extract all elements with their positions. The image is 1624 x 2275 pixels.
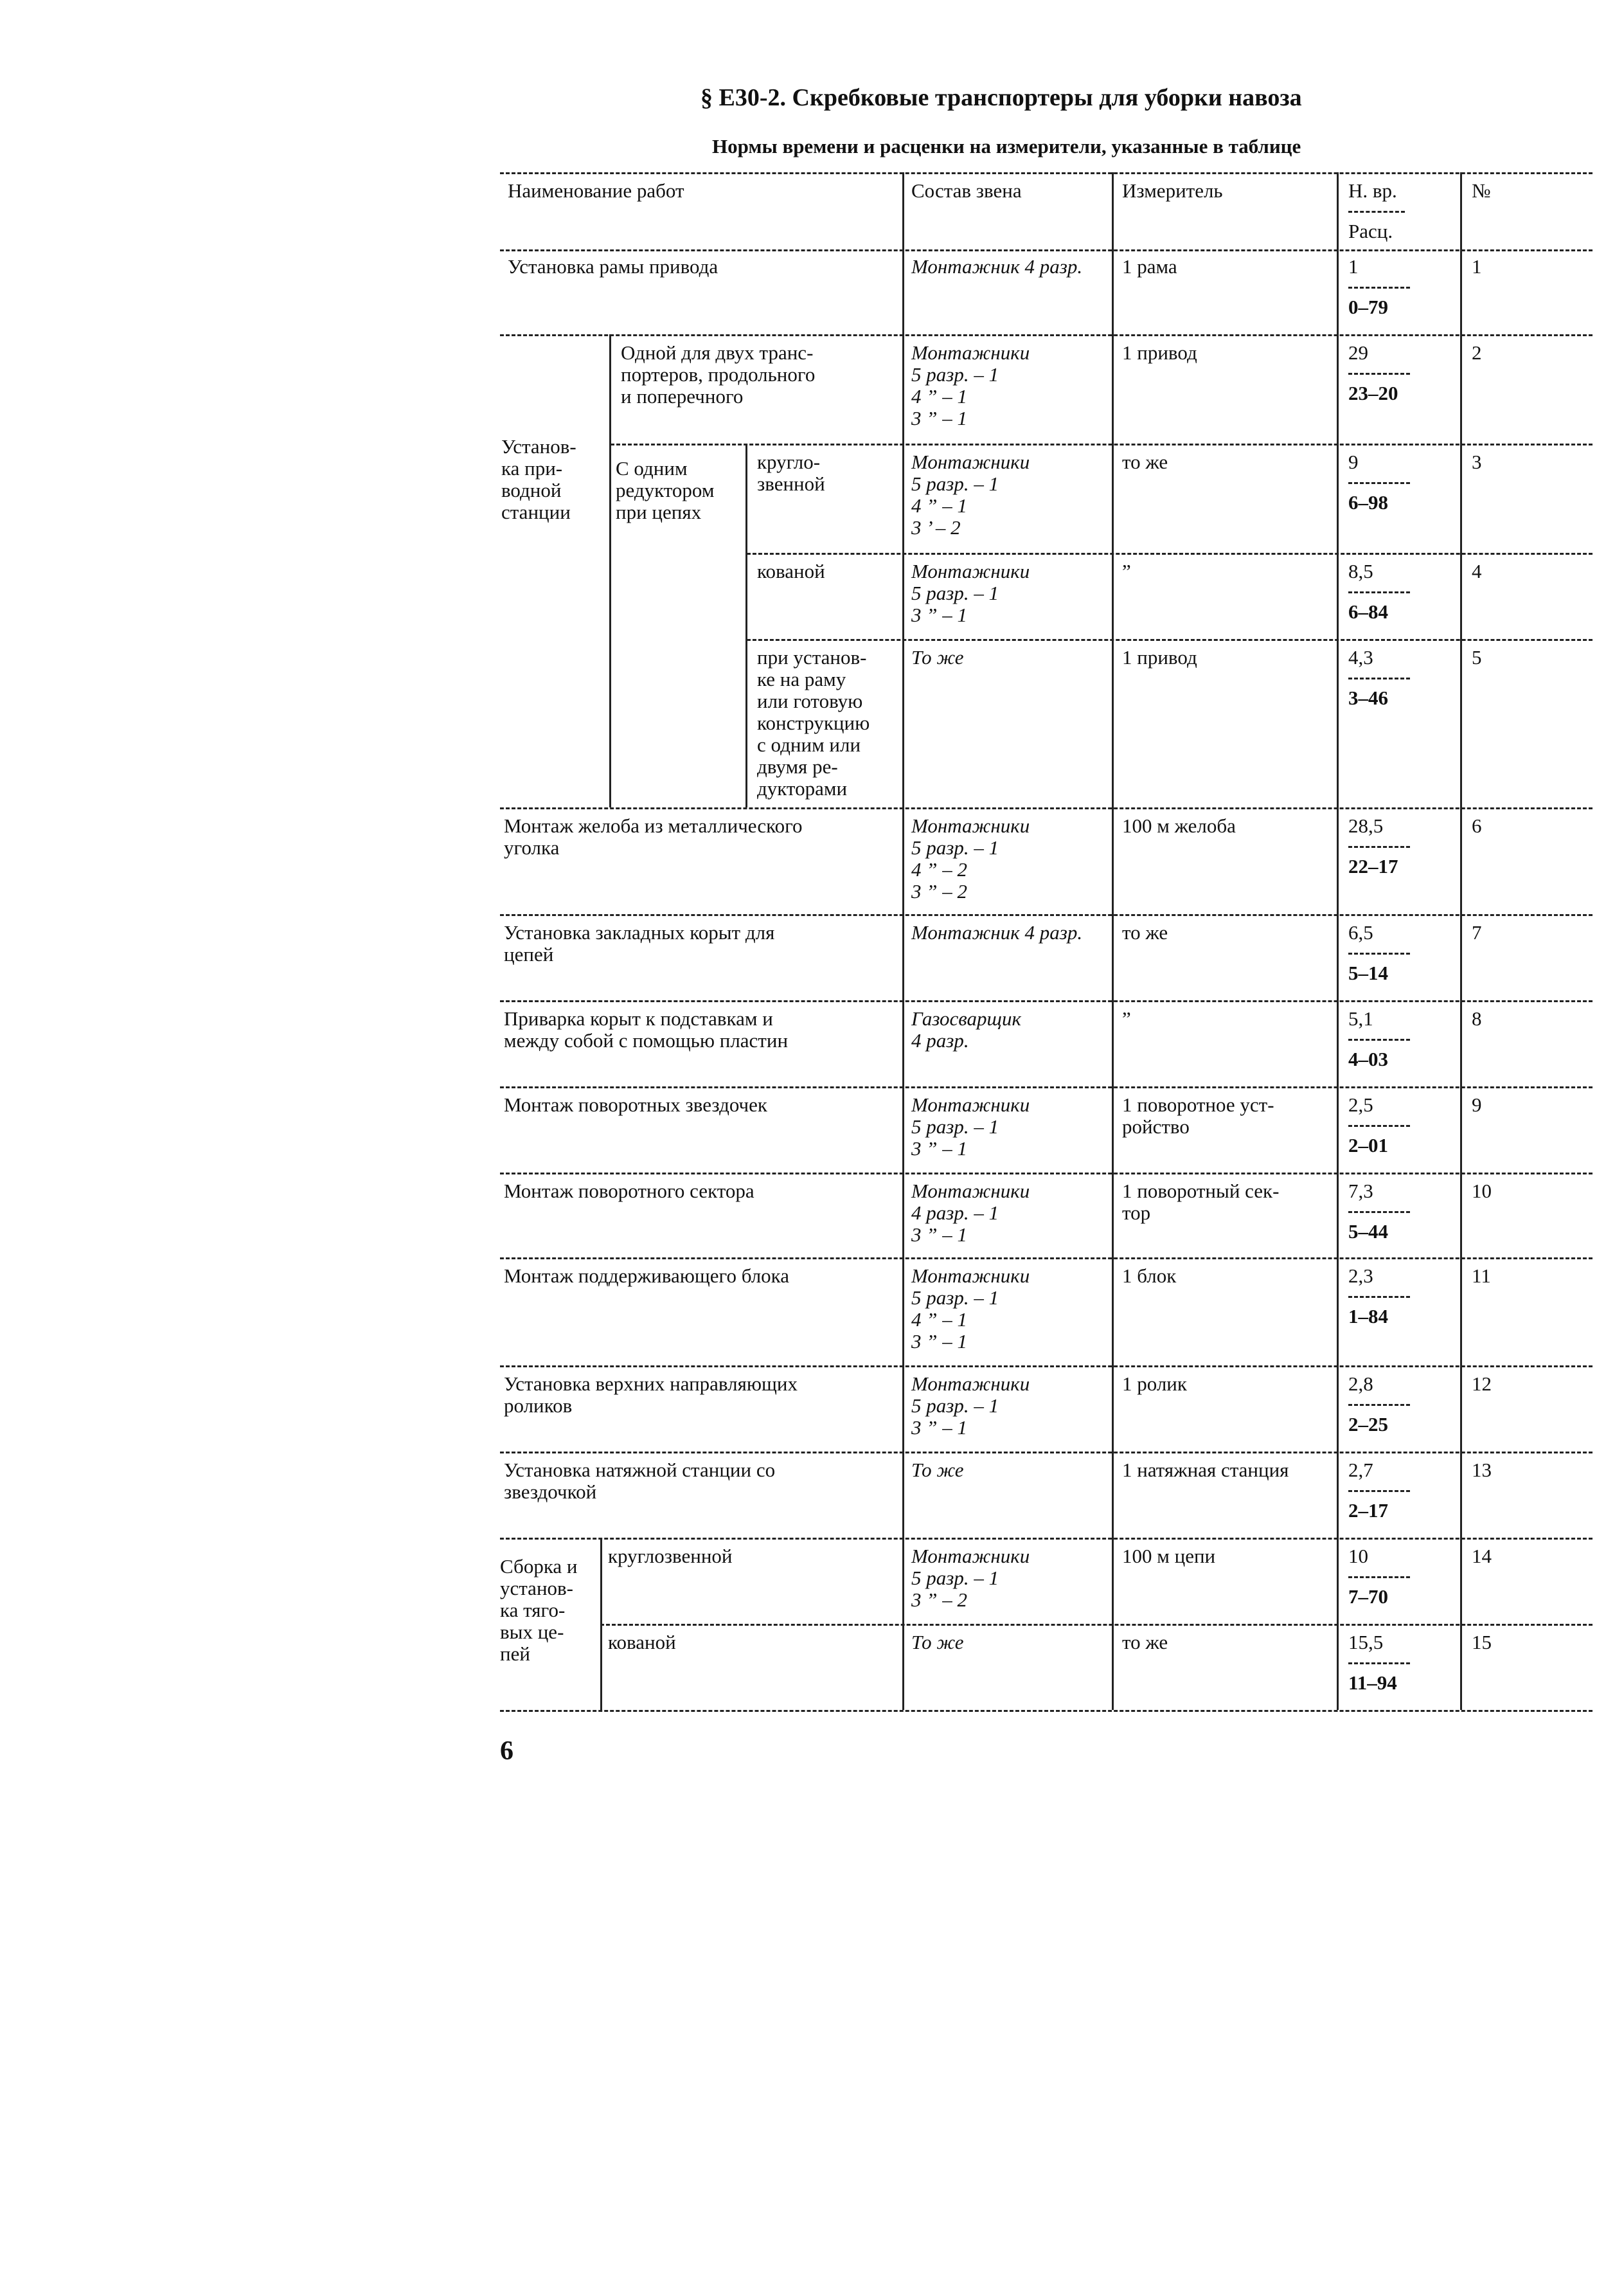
time-norm: 10 [1348,1545,1368,1567]
fraction-bar [1348,482,1410,484]
rate: 2–01 [1348,1134,1388,1156]
rate: 5–14 [1348,962,1388,984]
meter-unit: 1 поворотное уст- ройство [1122,1093,1274,1138]
column-divider [609,334,611,807]
header-meter: Измеритель [1122,179,1223,202]
time-norm: 6,5 [1348,921,1373,944]
rate: 6–98 [1348,491,1388,514]
norms-table [500,172,1593,1731]
row-number: 6 [1472,814,1482,837]
crew-composition: Монтажник 4 разр. [911,921,1083,944]
crew-composition: То же [911,1631,964,1653]
column-divider [745,444,747,807]
crew-composition: Газосварщик 4 разр. [911,1007,1021,1052]
row-number: 3 [1472,451,1482,473]
work-name: Монтаж желоба из металлического уголка [504,814,803,859]
meter-unit: то же [1122,1631,1168,1653]
row-number: 5 [1472,646,1482,669]
meter-unit: 1 блок [1122,1264,1177,1287]
fraction-bar [1348,1404,1410,1406]
rate: 4–03 [1348,1048,1388,1070]
work-name: кругло- звенной [757,451,825,495]
time-norm: 4,3 [1348,646,1373,669]
column-divider [1460,172,1462,1710]
crew-composition: Монтажники 4 разр. – 1 3 ” – 1 [911,1180,1030,1246]
rate: 11–94 [1348,1671,1397,1694]
meter-unit: 1 привод [1122,341,1197,364]
norm-rate [1348,647,1410,709]
fraction-bar [1348,1662,1410,1664]
fraction-bar [1348,373,1410,375]
row-number: 4 [1472,560,1482,582]
row-number: 10 [1472,1180,1492,1202]
header-work: Наименование работ [508,179,684,202]
meter-unit: 100 м цепи [1122,1545,1216,1567]
meter-unit: то же [1122,921,1168,944]
time-norm: 2,7 [1348,1459,1373,1481]
row-divider [500,1452,1593,1453]
meter-unit: 100 м желоба [1122,814,1236,837]
time-norm: 15,5 [1348,1631,1384,1653]
row-divider [500,914,1593,916]
crew-composition: То же [911,1459,964,1481]
work-name: круглозвенной [608,1545,733,1567]
work-name: Одной для двух транс- портеров, продольного и поперечного [621,341,816,408]
work-name: Приварка корыт к подставкам и между собой с помощью пластин [504,1007,789,1052]
work-name: Установка рамы привода [508,255,718,278]
rate: 2–25 [1348,1413,1388,1435]
meter-unit: 1 натяжная станция [1122,1459,1289,1481]
norm-rate [1348,561,1410,623]
header-crew: Состав звена [911,179,1022,202]
row-number: 13 [1472,1459,1492,1481]
row-divider [500,334,1593,336]
norm-rate [1348,1459,1410,1522]
crew-composition: Монтажники 5 разр. – 1 4 ” – 1 3 ’ – 2 [911,451,1030,539]
row-number: 12 [1472,1372,1492,1395]
column-divider [1337,172,1339,1710]
row-divider [500,1000,1593,1002]
column-divider [902,172,904,1710]
norm-rate [1348,342,1410,404]
norm-rate [1348,1265,1410,1327]
row-number: 15 [1472,1631,1492,1653]
work-name: Монтаж поворотного сектора [504,1180,754,1202]
fraction-bar [1348,1211,1410,1213]
meter-unit: ” [1122,560,1131,582]
row-divider [500,1365,1593,1367]
norm-rate [1348,1094,1410,1156]
norm-rate [1348,451,1410,514]
row-divider [500,172,1593,174]
row-divider [500,249,1593,251]
work-name: Установка закладных корыт для цепей [504,921,775,966]
crew-composition: То же [911,646,964,669]
crew-composition: Монтажники 5 разр. – 1 4 ” – 1 3 ” – 1 [911,341,1030,429]
row-number: 7 [1472,921,1482,944]
fraction-bar [1348,1576,1410,1578]
fraction-bar [1348,1039,1410,1041]
row-divider [611,444,1593,445]
header-num: № [1472,179,1491,202]
rate: 2–17 [1348,1499,1388,1522]
time-norm: 2,5 [1348,1093,1373,1116]
norm-rate [1348,1373,1410,1435]
row-number: 2 [1472,341,1482,364]
time-norm: 1 [1348,255,1359,278]
crew-composition: Монтажники 5 разр. – 1 3 ” – 1 [911,560,1030,626]
fraction-bar [1348,678,1410,679]
rate: 1–84 [1348,1305,1388,1327]
crew-composition: Монтажник 4 разр. [911,255,1083,278]
fraction-bar [1348,1296,1410,1298]
work-name: при установ- ке на раму или готовую конструкцию с одним или двумя ре- дукторами [757,646,870,800]
meter-unit: ” [1122,1007,1131,1030]
column-divider [600,1538,602,1710]
crew-composition: Монтажники 5 разр. – 1 3 ” – 1 [911,1093,1030,1160]
time-norm: 8,5 [1348,560,1373,582]
work-name: Монтаж поворотных звездочек [504,1093,767,1116]
work-name: кованой [757,560,825,582]
rate: 6–84 [1348,600,1388,623]
norm-rate [1348,1008,1410,1070]
norm-rate [1348,1180,1410,1243]
column-divider [1112,172,1114,1710]
work-name: кованой [608,1631,676,1653]
work-name: Установка верхних направляющих роликов [504,1372,798,1417]
norm-rate [1348,815,1410,877]
row-divider [500,1173,1593,1174]
meter-unit: 1 привод [1122,646,1197,669]
crew-composition: Монтажники 5 разр. – 1 3 ” – 1 [911,1372,1030,1439]
fraction-bar [1348,846,1410,848]
rate: 7–70 [1348,1585,1388,1608]
work-name: Монтаж поддерживающего блока [504,1264,790,1287]
rate: 3–46 [1348,687,1388,709]
time-norm: 7,3 [1348,1180,1373,1202]
group-station-label: Установ- ка при- водной станции [501,435,576,523]
rate: 5–44 [1348,1220,1388,1243]
row-divider [500,1257,1593,1259]
row-divider [500,1538,1593,1540]
table-subtitle: Нормы времени и расценки на измерители, указанные в таблице [712,135,1301,157]
time-norm: 29 [1348,341,1368,364]
crew-composition: Монтажники 5 разр. – 1 3 ” – 2 [911,1545,1030,1611]
time-norm: 2,8 [1348,1372,1373,1395]
row-divider [747,553,1593,555]
header-norm-rate [1348,180,1405,242]
row-number: 9 [1472,1093,1482,1116]
row-divider [600,1624,1593,1626]
row-number: 11 [1472,1264,1491,1287]
fraction-bar [1348,591,1410,593]
meter-unit: 1 поворотный сек- тор [1122,1180,1280,1224]
header-rate: Расц. [1348,220,1393,242]
row-divider [747,639,1593,641]
rate: 23–20 [1348,382,1398,404]
crew-composition: Монтажники 5 разр. – 1 4 ” – 1 3 ” – 1 [911,1264,1030,1353]
fraction-bar [1348,953,1410,955]
row-number: 8 [1472,1007,1482,1030]
time-norm: 9 [1348,451,1359,473]
group-chains-label: Сборка и установ- ка тяго- вых це- пей [500,1555,578,1665]
row-divider [500,1710,1593,1712]
fraction-bar [1348,1125,1410,1127]
meter-unit: 1 рама [1122,255,1177,278]
fraction-bar [1348,1490,1410,1492]
norm-rate [1348,922,1410,984]
crew-composition: Монтажники 5 разр. – 1 4 ” – 2 3 ” – 2 [911,814,1030,903]
time-norm: 5,1 [1348,1007,1373,1030]
row-number: 14 [1472,1545,1492,1567]
norm-rate [1348,1545,1410,1608]
page-number: 6 [500,1736,513,1766]
row-divider [500,1086,1593,1088]
meter-unit: 1 ролик [1122,1372,1187,1395]
time-norm: 2,3 [1348,1264,1373,1287]
rate: 0–79 [1348,296,1388,318]
norm-rate [1348,1632,1410,1694]
fraction-bar [1348,287,1410,289]
meter-unit: то же [1122,451,1168,473]
row-number: 1 [1472,255,1482,278]
time-norm: 28,5 [1348,814,1384,837]
norm-rate [1348,256,1410,318]
header-norm: Н. вр. [1348,179,1397,202]
rate: 22–17 [1348,855,1398,877]
section-title: § Е30-2. Скребковые транспортеры для уборки навоза [700,84,1302,111]
row-divider [500,807,1593,809]
work-name: Установка натяжной станции со звездочкой [504,1459,776,1503]
group-station-sub-label: С одним редуктором при цепях [616,457,715,523]
